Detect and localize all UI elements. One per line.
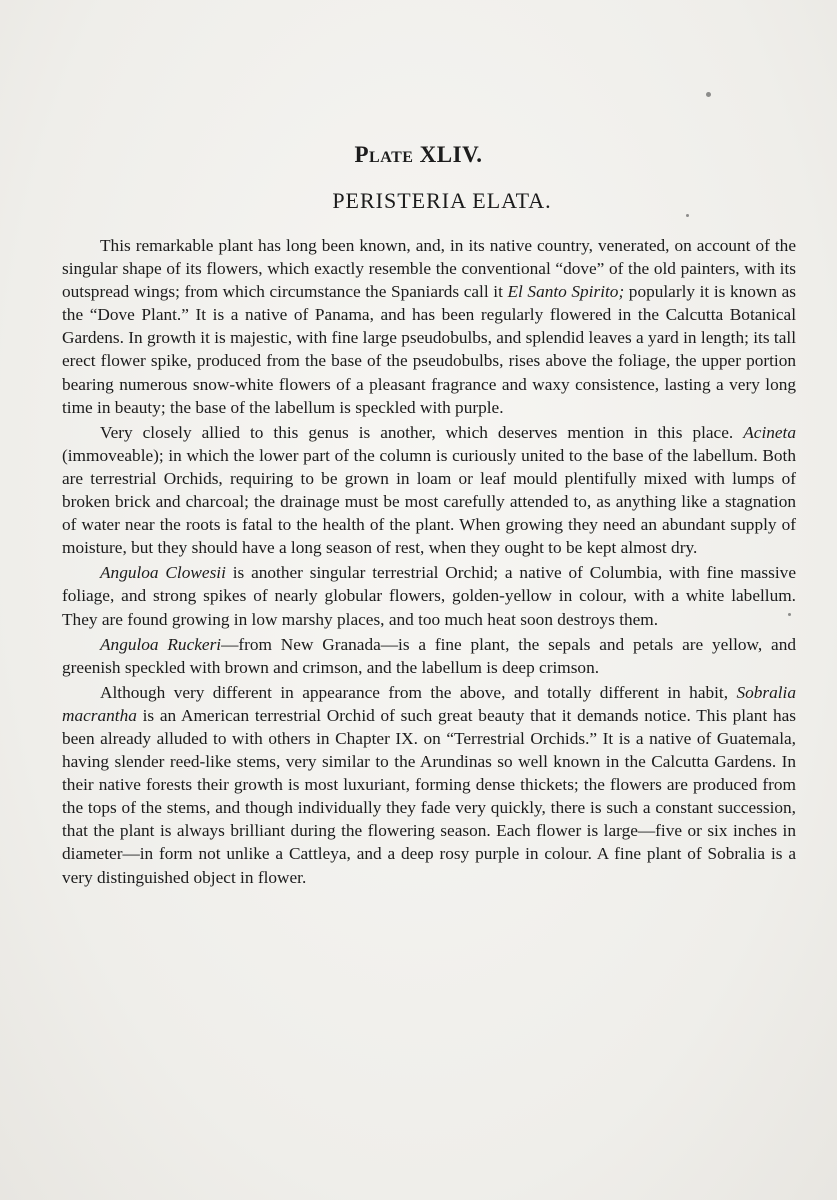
paragraph — [62, 421, 796, 560]
paragraph — [62, 561, 796, 630]
text-run: This remarkable plant has long been known, and, in its native country, venerated, on account of the singular shape of its flowers, which exactly resemble the conventional “dove” of the old painters, with its outspread wings; from which circumstance the Spaniards call it — [62, 236, 796, 302]
text-run: (immoveable); in which the lower part of the column is curiously united to the base of the labellum. Both are terrestrial Orchids, requiring to be grown in loam or leaf mould plentifully mixed with lumps of broken brick and charcoal; the drainage must be most carefully attended to, as anything like a stagnation of water near the roots is fatal to the health of the plant. When growing they need an abundant supply of moisture, but they should have a long season of rest, when they ought to be kept almost dry. — [62, 445, 796, 558]
paper-speck — [706, 92, 711, 97]
text-run: —from New Granada—is a fine plant, the sepals and petals are yellow, and greenish speckled with brown and crimson, and the labellum is deep crimson. — [62, 634, 796, 677]
text-run: is an American terrestrial Orchid of such great beauty that it demands notice. This plant has been already alluded to with others in Chapter IX. on “Terrestrial Orchids.” It is a native of Guatemala, having slender reed-like stems, very similar to the Arundinas so well known in the Calcutta Gardens. In their native forests their growth is most luxuriant, forming dense thickets; the flowers are produced from the tops of the stems, and though individually they fade very quickly, there is such a constant succession, that the plant is always brilliant during the flowering season. Each flower is large—five or six inches in diameter—in form not unlike a Cattleya, and a deep rosy purple in colour. A fine plant of Sobralia is a very distinguished object in flower. — [62, 705, 796, 887]
paragraph — [62, 633, 796, 679]
text-run: Very closely allied to this genus is another, which deserves mention in this place. — [100, 422, 744, 442]
italic-name: El Santo Spirito; — [507, 282, 625, 302]
italic-name: Sobralia macrantha — [62, 682, 796, 725]
italic-name: Anguloa Clowesii — [100, 563, 226, 583]
text-run: is another singular terrestrial Orchid; a native of Columbia, with fine massive foliage, and strong spikes of nearly globular flowers, golden-yellow in colour, with a white labellum. They are found growing in low marshy places, and too much heat soon destroys them. — [62, 563, 796, 629]
paper-speck — [686, 214, 689, 217]
paragraph — [62, 234, 796, 419]
text-run: popularly it is known as the “Dove Plant.” It is a native of Panama, and has been regularly flowered in the Calcutta Botanical Gardens. In growth it is majestic, with fine large pseudobulbs, and splendid leaves a yard in length; its tall erect flower spike, produced from the base of the pseudobulbs, rises above the foliage, the upper portion bearing numerous snow-white flowers of a pleasant fragrance and waxy consistence, lasting a very long time in beauty; the base of the labellum is speckled with purple. — [62, 282, 796, 417]
body-text — [62, 234, 796, 891]
plate-title: PERISTERIA ELATA. — [332, 188, 552, 213]
italic-name: Acineta — [743, 422, 796, 442]
plate-label: Plate XLIV. — [354, 142, 483, 167]
paragraph — [62, 681, 796, 889]
text-run: Although very different in appearance from the above, and totally different in habit, — [100, 682, 737, 702]
italic-name: Anguloa Ruckeri — [100, 634, 222, 654]
